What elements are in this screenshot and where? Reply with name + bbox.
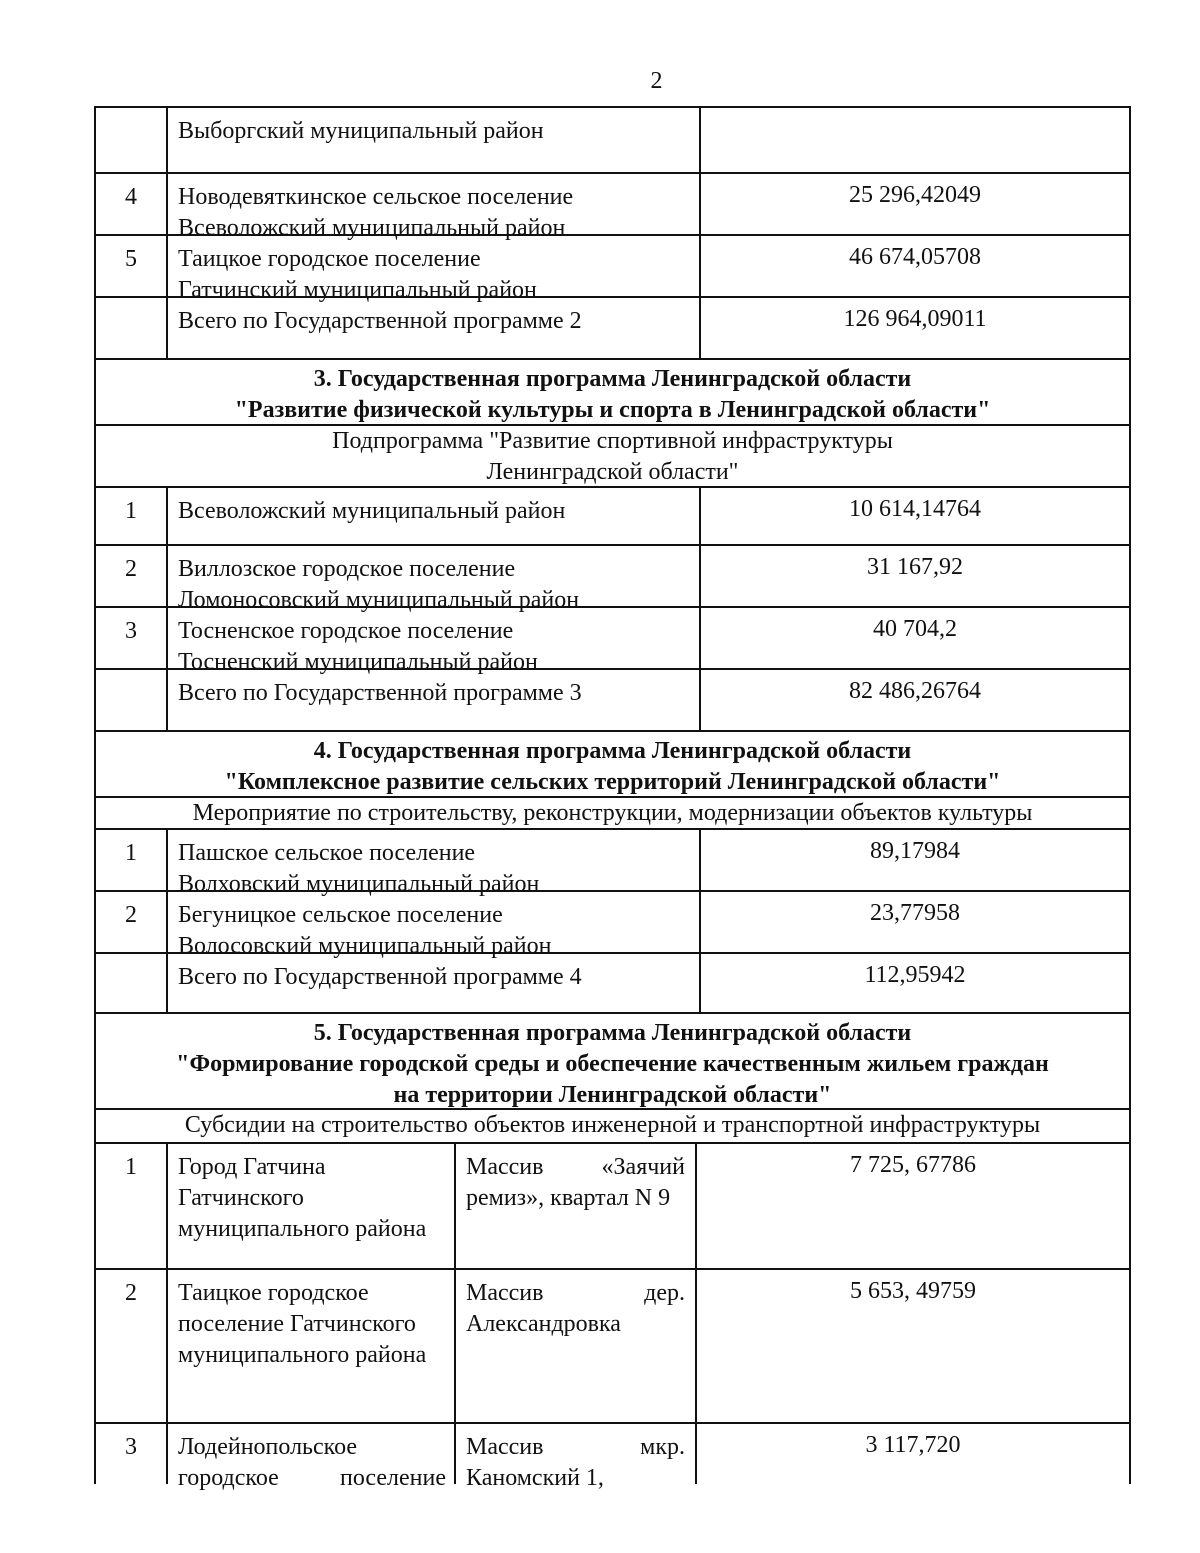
total-value: 112,95942 [864, 962, 966, 988]
total-label: Всего по Государственной программе 4 [168, 954, 701, 1012]
program-header [96, 1014, 1129, 1110]
row-number: 2 [96, 892, 168, 952]
municipality-name: Выборгский муниципальный район [168, 108, 701, 172]
municipality-name: Новодевяткинское сельское поселение Всеволожский муниципальный район [168, 174, 701, 234]
row-number [96, 108, 168, 172]
table-row [96, 1270, 1129, 1424]
municipality-name: Таицкое городское поселение Гатчинского муниципального района [168, 1270, 456, 1422]
table-row [96, 1424, 1129, 1491]
table-row [96, 174, 1129, 241]
row-number: 4 [96, 174, 168, 234]
row-number [96, 954, 168, 1012]
row-number: 2 [96, 1270, 168, 1422]
subprogram-line: Подпрограмма "Развитие спортивной инфраструктуры [332, 428, 893, 454]
table-row [96, 830, 1129, 897]
table-row-total [96, 954, 1129, 1014]
program-title-line: 4. Государственная программа Ленинградской области [313, 738, 912, 764]
row-number: 1 [96, 830, 168, 890]
subprogram-header [96, 426, 1129, 488]
table-row [96, 488, 1129, 546]
municipality-name: Тосненское городское поселение Тосненский муниципальный район [168, 608, 701, 668]
program-header [96, 360, 1129, 426]
page-number: 2 [650, 68, 663, 94]
site-name: Массив «Заячий ремиз», квартал N 9 [456, 1144, 697, 1268]
table-row [96, 1144, 1129, 1270]
subprogram-line: Ленинградской области" [486, 459, 739, 485]
row-number [96, 298, 168, 358]
program-title-line: на территории Ленинградской области" [393, 1082, 832, 1108]
municipality-name: Бегуницкое сельское поселение Волосовский муниципальный район [168, 892, 701, 952]
subprogram-line: Мероприятие по строительству, реконструкции, модернизации объектов культуры [192, 800, 1033, 826]
row-number: 2 [96, 546, 168, 606]
program-header [96, 732, 1129, 798]
amount-value: 10 614,14764 [849, 496, 981, 522]
amount-value: 40 704,2 [873, 616, 957, 642]
amount-value: 7 725, 67786 [850, 1152, 976, 1178]
program-title-line: "Формирование городской среды и обеспечение качественным жильем граждан [176, 1051, 1049, 1077]
amount-value [701, 108, 1129, 172]
municipality-name: Виллозское городское поселение Ломоносовский муниципальный район [168, 546, 701, 606]
program-title-line: 3. Государственная программа Ленинградской области [313, 366, 912, 392]
program-title-line: "Развитие физической культуры и спорта в Ленинградской области" [234, 397, 991, 423]
municipality-name: Пашское сельское поселение Волховский муниципальный район [168, 830, 701, 890]
amount-value: 5 653, 49759 [850, 1278, 976, 1304]
table-row-total [96, 298, 1129, 360]
row-number: 1 [96, 488, 168, 544]
amount-value: 46 674,05708 [849, 244, 981, 270]
table-row [96, 108, 1129, 174]
site-name: Массив дер. Александровка [456, 1270, 697, 1422]
row-number: 3 [96, 608, 168, 668]
subprogram-header [96, 1110, 1129, 1144]
municipality-name: Лодейнопольское городское поселение [168, 1424, 456, 1484]
amount-value: 25 296,42049 [849, 182, 981, 208]
subprogram-header [96, 798, 1129, 830]
total-value: 126 964,09011 [843, 306, 987, 332]
row-number: 5 [96, 236, 168, 296]
amount-value: 23,77958 [870, 900, 960, 926]
table-row [96, 236, 1129, 303]
amount-value: 3 117,720 [865, 1432, 961, 1458]
row-number: 3 [96, 1424, 168, 1484]
table-row [96, 608, 1129, 675]
row-number: 1 [96, 1144, 168, 1268]
table-row [96, 546, 1129, 613]
total-value: 82 486,26764 [849, 678, 981, 704]
total-label: Всего по Государственной программе 2 [168, 298, 701, 358]
municipality-name: Всеволожский муниципальный район [168, 488, 701, 544]
row-number [96, 670, 168, 730]
amount-value: 89,17984 [870, 838, 960, 864]
program-title-line: 5. Государственная программа Ленинградской области [313, 1020, 912, 1046]
municipality-name: Город Гатчина Гатчинского муниципального района [168, 1144, 456, 1268]
table-row-total [96, 670, 1129, 732]
program-title-line: "Комплексное развитие сельских территорий Ленинградской области" [224, 769, 1001, 795]
total-label: Всего по Государственной программе 3 [168, 670, 701, 730]
funding-table [94, 106, 1131, 1491]
site-name: Массив мкр. Каномский 1, [456, 1424, 697, 1484]
subprogram-line: Субсидии на строительство объектов инженерной и транспортной инфраструктуры [184, 1112, 1041, 1138]
municipality-name: Таицкое городское поселение Гатчинский муниципальный район [168, 236, 701, 296]
table-row [96, 892, 1129, 959]
amount-value: 31 167,92 [867, 554, 963, 580]
